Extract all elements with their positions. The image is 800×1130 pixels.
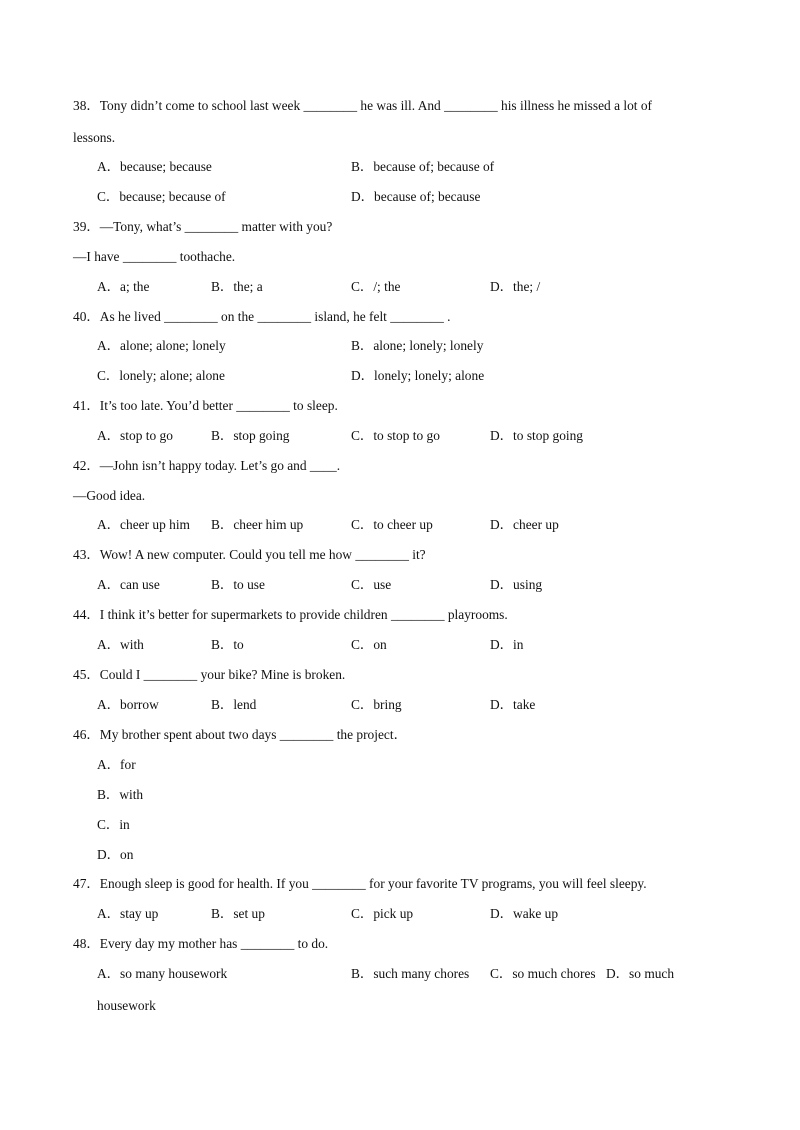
question-44-option-c: C．on <box>351 637 387 652</box>
question-42-answer-line: —Good idea. <box>73 488 146 503</box>
question-47-option-d: D．wake up <box>490 906 559 921</box>
question-45-option-d: D．take <box>490 697 536 712</box>
question-43-option-c: C．use <box>351 577 392 592</box>
question-43-option-d: D．using <box>490 577 543 592</box>
question-46-option-b: B．with <box>97 787 144 802</box>
question-46-stem: 46．My brother spent about two days ________ the project． <box>73 727 407 742</box>
question-47-option-c: C．pick up <box>351 906 414 921</box>
question-44-option-b: B．to <box>211 637 244 652</box>
question-38-stem-continued: lessons. <box>73 130 116 145</box>
question-46-option-c: C．in <box>97 817 130 832</box>
question-48-option-d: D．so much <box>606 966 675 981</box>
question-48-option-d-continued: housework <box>97 998 156 1013</box>
question-40-option-b: B．alone; lonely; lonely <box>351 338 484 353</box>
question-39-option-a: A．a; the <box>97 279 150 294</box>
question-48-option-b: B．such many chores <box>351 966 470 981</box>
question-47-option-a: A．stay up <box>97 906 159 921</box>
question-42-option-d: D．cheer up <box>490 517 559 532</box>
question-48-option-a: A．so many housework <box>97 966 228 981</box>
question-38-option-a: A．because; because <box>97 159 212 174</box>
question-40-option-a: A．alone; alone; lonely <box>97 338 226 353</box>
question-41-option-b: B．stop going <box>211 428 290 443</box>
question-45-stem: 45．Could I ________ your bike? Mine is broken. <box>73 667 346 682</box>
question-44-option-a: A．with <box>97 637 144 652</box>
question-39-answer-line: —I have ________ toothache. <box>73 249 236 264</box>
question-47-option-b: B．set up <box>211 906 265 921</box>
question-44-stem: 44．I think it’s better for supermarkets to provide children ________ playrooms. <box>73 607 508 622</box>
question-40-option-c: C．lonely; alone; alone <box>97 368 225 383</box>
question-43-stem: 43．Wow! A new computer. Could you tell me how ________ it? <box>73 547 426 562</box>
question-39-option-c: C．/; the <box>351 279 401 294</box>
question-43-option-a: A．can use <box>97 577 160 592</box>
question-42-option-c: C．to cheer up <box>351 517 433 532</box>
question-42-option-a: A．cheer up him <box>97 517 190 532</box>
question-41-stem: 41．It’s too late. You’d better ________ to sleep. <box>73 398 338 413</box>
question-47-stem: 47．Enough sleep is good for health. If you ________ for your favorite TV programs, you will feel sleepy. <box>73 876 647 891</box>
question-48-option-c: C．so much chores <box>490 966 596 981</box>
question-41-option-c: C．to stop to go <box>351 428 440 443</box>
question-45-option-c: C．bring <box>351 697 402 712</box>
question-38-option-d: D．because of; because <box>351 189 481 204</box>
question-40-option-d: D．lonely; lonely; alone <box>351 368 485 383</box>
question-48-stem: 48．Every day my mother has ________ to do. <box>73 936 329 951</box>
question-38-option-c: C．because; because of <box>97 189 226 204</box>
question-43-option-b: B．to use <box>211 577 265 592</box>
question-42-stem: 42．—John isn’t happy today. Let’s go and ____. <box>73 458 341 473</box>
question-46-option-a: A．for <box>97 757 136 772</box>
question-38-stem: 38．Tony didn’t come to school last week ________ he was ill. And ________ his illness he missed a lot of <box>73 98 653 113</box>
question-45-option-a: A．borrow <box>97 697 159 712</box>
question-41-option-d: D．to stop going <box>490 428 583 443</box>
question-38-option-b: B．because of; because of <box>351 159 495 174</box>
question-41-option-a: A．stop to go <box>97 428 173 443</box>
question-40-stem: 40．As he lived ________ on the ________ island, he felt ________ . <box>73 309 451 324</box>
question-42-option-b: B．cheer him up <box>211 517 304 532</box>
question-46-option-d: D．on <box>97 847 134 862</box>
question-39-option-d: D．the; / <box>490 279 541 294</box>
question-39-stem: 39．—Tony, what’s ________ matter with you? <box>73 219 333 234</box>
question-44-option-d: D．in <box>490 637 524 652</box>
question-39-option-b: B．the; a <box>211 279 263 294</box>
question-45-option-b: B．lend <box>211 697 257 712</box>
